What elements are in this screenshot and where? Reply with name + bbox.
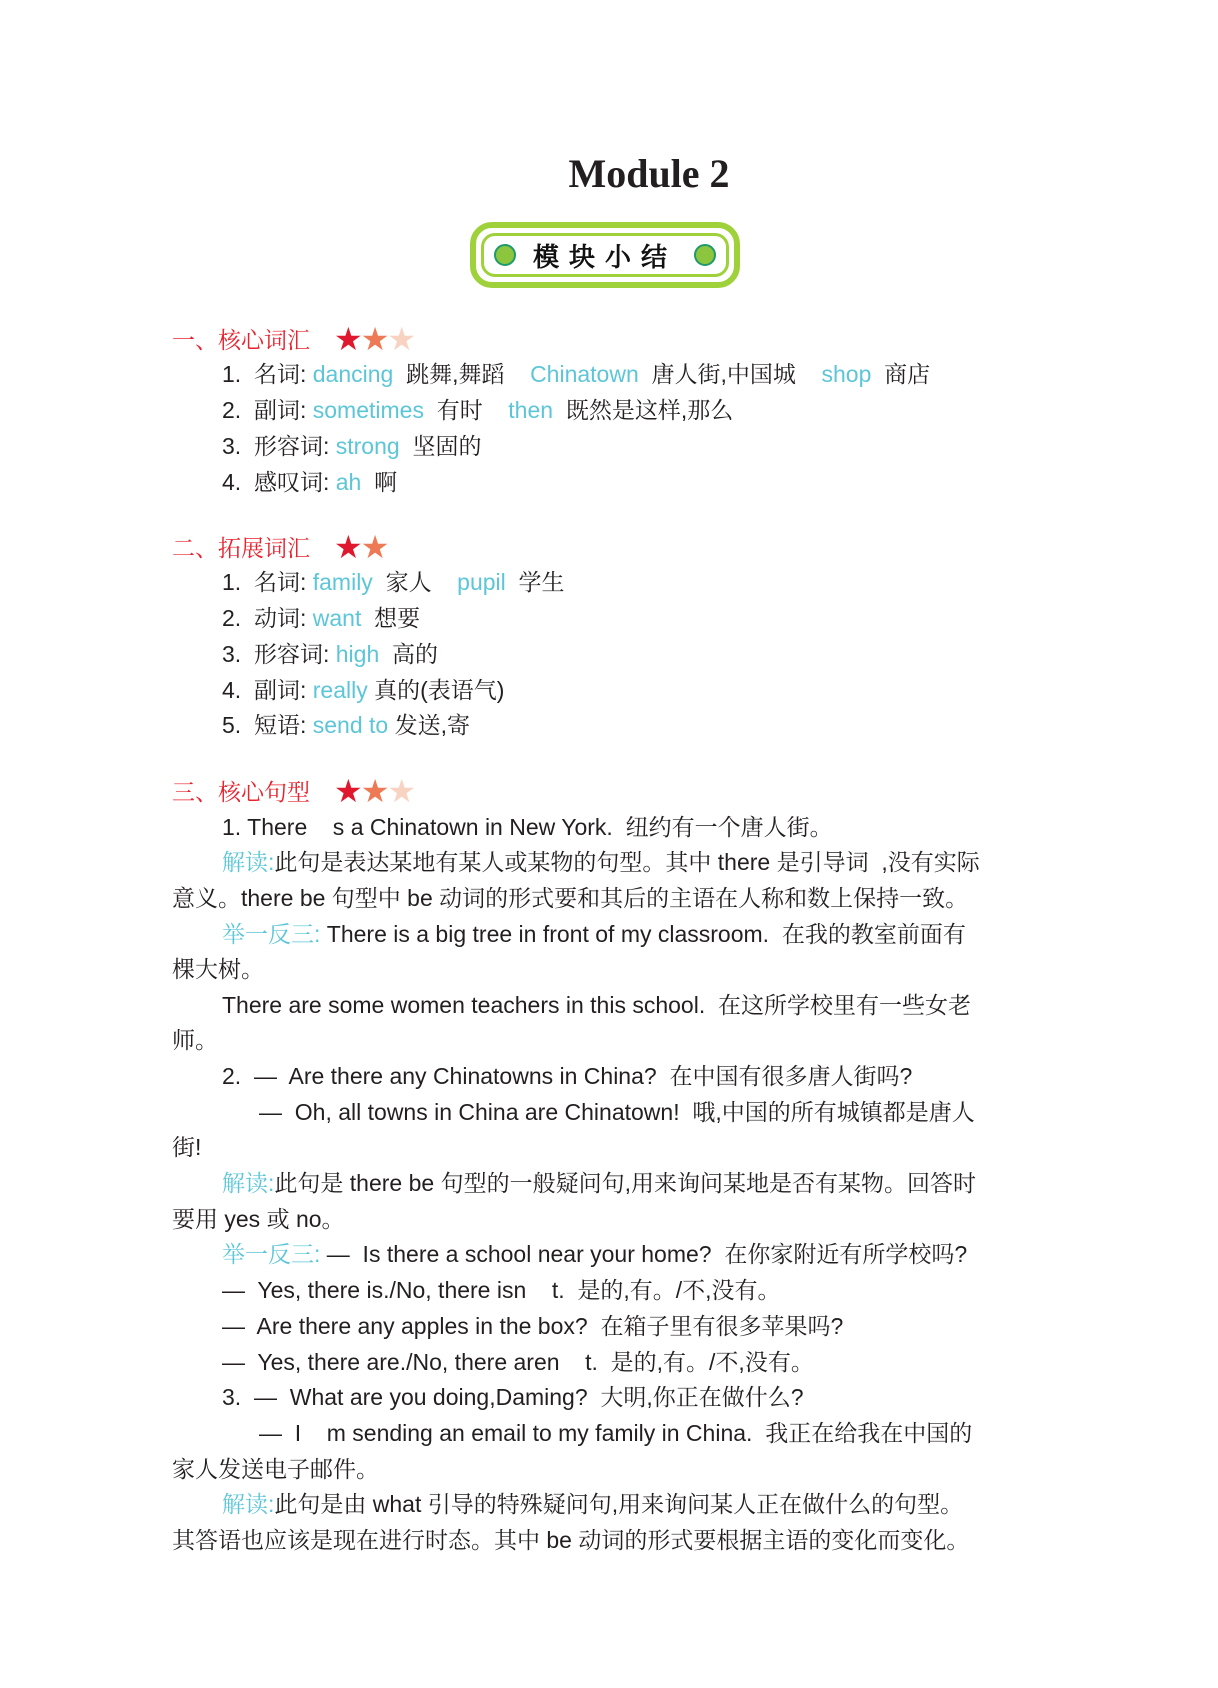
vocab-meaning: 啊 (361, 469, 398, 495)
vocab-word: send to (312, 712, 389, 738)
vocab-item (222, 396, 733, 424)
section-heading-text: 三、核心句型 (172, 779, 310, 805)
sentence-line (222, 1240, 967, 1268)
sentence-line: — Yes, there is./No, there isn t. 是的,有。/不,没有。 (222, 1277, 781, 1303)
vocab-word: shop (821, 361, 872, 387)
label-jyfs: 举一反三: (222, 921, 321, 947)
sentence-line (222, 848, 980, 876)
sentence-line: — Yes, there are./No, there aren t. 是的,有。/不,没有。 (222, 1349, 814, 1375)
sentence-line: 其答语也应该是现在进行时态。其中 be 动词的形式要根据主语的变化而变化。 (172, 1527, 970, 1553)
vocab-item (222, 360, 930, 388)
vocab-item (222, 676, 504, 704)
dot-icon (494, 244, 516, 266)
star-icon: ★ (360, 772, 388, 809)
item-label: 1. 名词: (222, 361, 313, 387)
sentence-line: — I m sending an email to my family in China. 我正在给我在中国的 (259, 1420, 973, 1446)
sentence-line: 师。 (172, 1027, 218, 1053)
vocab-meaning: 真的(表语气) (367, 677, 505, 703)
item-label: 3. 形容词: (222, 641, 336, 667)
vocab-word: strong (335, 433, 400, 459)
item-label: 4. 副词: (222, 677, 313, 703)
vocab-word: want (312, 605, 362, 631)
sentence-line: — Are there any apples in the box? 在箱子里有很多苹果吗? (222, 1313, 844, 1339)
vocab-word: dancing (312, 361, 394, 387)
item-label: 2. 副词: (222, 397, 313, 423)
sentence-line: 要用 yes 或 no。 (172, 1206, 345, 1232)
vocab-meaning: 想要 (361, 605, 421, 631)
rating-stars (334, 528, 388, 565)
sentence-line: 3. — What are you doing,Daming? 大明,你正在做什么? (222, 1384, 804, 1410)
section-badge (470, 222, 740, 288)
text: 此句是由 what 引导的特殊疑问句,用来询问某人正在做什么的句型。 (274, 1491, 964, 1517)
label-jiedu: 解读: (222, 849, 275, 875)
vocab-meaning: 既然是这样,那么 (553, 397, 734, 423)
section-heading-text: 一、核心词汇 (172, 327, 310, 353)
section-heading (172, 774, 414, 807)
text: — Is there a school near your home? 在你家附近有所学校吗? (320, 1241, 968, 1267)
vocab-meaning: 发送,寄 (388, 712, 470, 738)
badge-label: 模块小结 (532, 241, 677, 272)
vocab-meaning: 高的 (379, 641, 439, 667)
vocab-word: then (508, 397, 554, 423)
star-icon: ★ (360, 320, 388, 357)
sentence-line (222, 1490, 963, 1518)
star-icon: ★ (334, 772, 361, 809)
sentence-line (222, 920, 966, 948)
label-jiedu: 解读: (222, 1170, 275, 1196)
sentence-line: 意义。there be 句型中 be 动词的形式要和其后的主语在人称和数上保持一致。 (172, 885, 969, 911)
star-icon: ★ (360, 528, 388, 565)
vocab-meaning: 有时 (423, 397, 509, 423)
item-label: 5. 短语: (222, 712, 313, 738)
vocab-word: sometimes (312, 397, 424, 423)
vocab-meaning: 坚固的 (399, 433, 482, 459)
sentence-line: 棵大树。 (172, 956, 264, 982)
text: There is a big tree in front of my classroom. 在我的教室前面有 (320, 921, 966, 947)
sentence-line: There are some women teachers in this school. 在这所学校里有一些女老 (222, 992, 972, 1018)
section-heading (172, 322, 414, 355)
vocab-item (222, 604, 420, 632)
star-icon: ★ (387, 772, 415, 809)
vocab-word: family (312, 569, 373, 595)
sentence-line: — Oh, all towns in China are Chinatown! 哦,中国的所有城镇都是唐人 (259, 1099, 975, 1125)
rating-stars (334, 772, 415, 809)
dot-icon (694, 244, 716, 266)
vocab-word: high (335, 641, 380, 667)
rating-stars (334, 320, 415, 357)
vocab-word: really (312, 677, 368, 703)
vocab-word: pupil (457, 569, 506, 595)
vocab-item (222, 640, 438, 668)
item-label: 4. 感叹词: (222, 469, 336, 495)
section-heading-text: 二、拓展词汇 (172, 535, 310, 561)
label-jiedu: 解读: (222, 1491, 275, 1517)
vocab-meaning: 家人 (372, 569, 458, 595)
sentence-line: 街! (172, 1134, 202, 1160)
item-label: 3. 形容词: (222, 433, 336, 459)
label-jyfs: 举一反三: (222, 1241, 321, 1267)
vocab-word: Chinatown (530, 361, 639, 387)
page-title: Module 2 (568, 151, 730, 196)
vocab-meaning: 学生 (505, 569, 565, 595)
vocab-item (222, 468, 397, 496)
item-label: 2. 动词: (222, 605, 313, 631)
vocab-word: ah (335, 469, 362, 495)
vocab-item (222, 432, 481, 460)
text: 此句是表达某地有某人或某物的句型。其中 there 是引导词 ,没有实际 (274, 849, 980, 875)
vocab-meaning: 跳舞,舞蹈 (393, 361, 531, 387)
star-icon: ★ (334, 320, 361, 357)
sentence-line (222, 1169, 976, 1197)
vocab-item (222, 711, 470, 739)
sentence-line: 2. — Are there any Chinatowns in China? 在中国有很多唐人街吗? (222, 1063, 913, 1089)
vocab-item (222, 568, 565, 596)
star-icon: ★ (334, 528, 361, 565)
section-heading (172, 530, 387, 563)
sentence-line: 1. There s a Chinatown in New York. 纽约有一个唐人街。 (222, 814, 833, 840)
vocab-meaning: 商店 (871, 361, 931, 387)
vocab-meaning: 唐人街,中国城 (638, 361, 822, 387)
star-icon: ★ (387, 320, 415, 357)
item-label: 1. 名词: (222, 569, 313, 595)
sentence-line: 家人发送电子邮件。 (172, 1456, 379, 1482)
text: 此句是 there be 句型的一般疑问句,用来询问某地是否有某物。回答时 (274, 1170, 976, 1196)
